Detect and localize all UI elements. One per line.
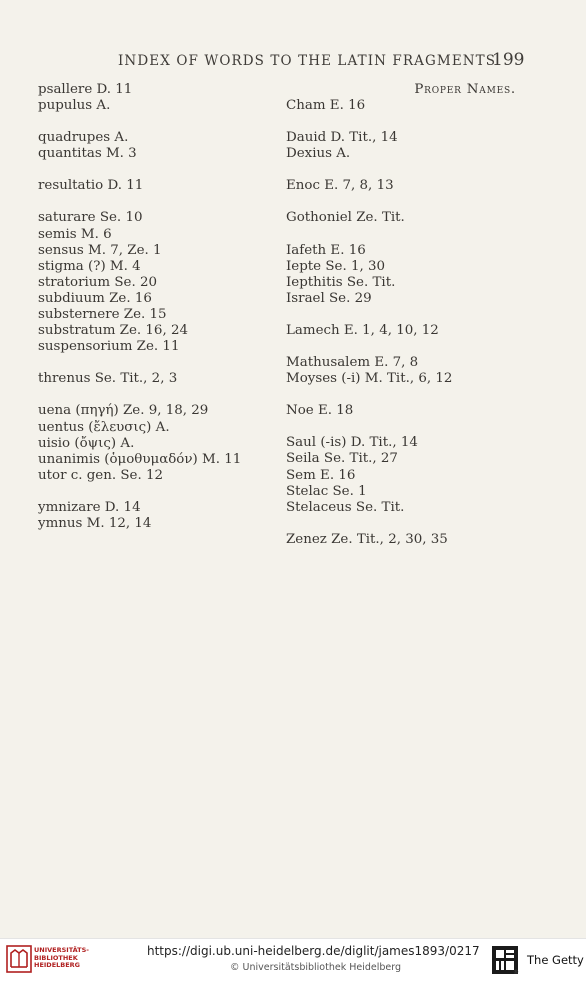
index-entry: semis M. 6 (38, 226, 112, 242)
index-entry: suspensorium Ze. 11 (38, 339, 180, 355)
index-entry: Mathusalem E. 7, 8 (286, 355, 419, 371)
index-entry: Saul (-is) D. Tit., 14 (286, 435, 418, 451)
entry-gap (286, 194, 556, 210)
index-entry: uena (πηγή) Ze. 9, 18, 29 (38, 403, 209, 419)
index-entry: Dauid D. Tit., 14 (286, 130, 398, 146)
index-entry: Seila Se. Tit., 27 (286, 451, 398, 467)
index-entry: Enoc E. 7, 8, 13 (286, 178, 394, 194)
index-entry: pupulus A. (38, 98, 111, 114)
entry-gap (38, 355, 273, 371)
entry-gap (286, 227, 556, 243)
index-entry: substratum Ze. 16, 24 (38, 323, 188, 339)
index-entry: Stelac Se. 1 (286, 483, 367, 499)
index-entry: unanimis (ὁμοθυμαδόν) M. 11 (38, 451, 242, 467)
index-entry: Zenez Ze. Tit., 2, 30, 35 (286, 531, 448, 547)
copyright-line: © Universitätsbibliothek Heidelberg (230, 962, 402, 973)
index-entry: quadrupes A. (38, 130, 129, 146)
entry-gap (286, 419, 556, 435)
library-name-line: UNIVERSITÄTS- (34, 946, 89, 954)
index-entry: Noe E. 18 (286, 403, 354, 419)
index-entry: quantitas M. 3 (38, 146, 137, 162)
left-index-column (38, 82, 273, 532)
index-entry: Cham E. 16 (286, 98, 366, 114)
index-entry: Moyses (-i) M. Tit., 6, 12 (286, 371, 453, 387)
index-entry: Israel Se. 29 (286, 290, 372, 306)
university-library-logo-icon (6, 945, 32, 973)
running-head: INDEX OF WORDS TO THE LATIN FRAGMENTS (118, 53, 497, 69)
entry-gap (286, 339, 556, 355)
entry-gap (38, 387, 273, 403)
entry-gap (38, 484, 273, 500)
index-entry: ymnizare D. 14 (38, 499, 141, 515)
index-entry: Lamech E. 1, 4, 10, 12 (286, 322, 439, 338)
proper-names-list (286, 98, 556, 548)
index-entry: sensus M. 7, Ze. 1 (38, 242, 162, 258)
index-entry: utor c. gen. Se. 12 (38, 467, 164, 483)
library-name-line: HEIDELBERG (34, 961, 81, 969)
index-entry: threnus Se. Tit., 2, 3 (38, 371, 178, 387)
page-number: 199 (492, 50, 525, 70)
index-entry: Sem E. 16 (286, 467, 356, 483)
entry-gap (38, 114, 273, 130)
index-entry: stigma (?) M. 4 (38, 258, 141, 274)
section-title-wrap (356, 82, 586, 98)
entry-gap (38, 162, 273, 178)
index-entry: uentus (ἔλευσις) A. (38, 419, 170, 435)
section-title-proper-names: Proper Names. (414, 82, 516, 97)
index-entry: stratorium Se. 20 (38, 274, 157, 290)
index-entry: Iepthitis Se. Tit. (286, 274, 396, 290)
registered-mark: ® (513, 969, 519, 976)
entry-gap (38, 194, 273, 210)
entry-gap (286, 387, 556, 403)
entry-gap (286, 516, 556, 532)
viewer-footer (0, 938, 586, 981)
library-name-line: BIBLIOTHEK (34, 953, 78, 962)
index-entry: Iafeth E. 16 (286, 242, 366, 258)
index-entry: subdiuum Ze. 16 (38, 290, 152, 306)
index-entry: Stelaceus Se. Tit. (286, 499, 405, 515)
index-entry: Dexius A. (286, 146, 351, 162)
getty-name: The Getty (527, 953, 584, 967)
university-library-name (34, 947, 89, 970)
index-entry: saturare Se. 10 (38, 210, 143, 226)
index-entry: substernere Ze. 15 (38, 307, 167, 323)
entry-gap (286, 114, 556, 130)
index-entry: psallere D. 11 (38, 82, 133, 97)
index-entry: Iepte Se. 1, 30 (286, 258, 386, 274)
entry-gap (286, 307, 556, 323)
index-entry: Gothoniel Ze. Tit. (286, 210, 405, 226)
index-entry: uisio (ὄψις) A. (38, 435, 135, 451)
entry-gap (286, 162, 556, 178)
index-entry: ymnus M. 12, 14 (38, 515, 152, 531)
permalink-url[interactable]: https://digi.ub.uni-heidelberg.de/diglit/james1893/0217 (147, 944, 480, 958)
index-entry: resultatio D. 11 (38, 178, 144, 194)
proper-names-column (286, 82, 556, 548)
